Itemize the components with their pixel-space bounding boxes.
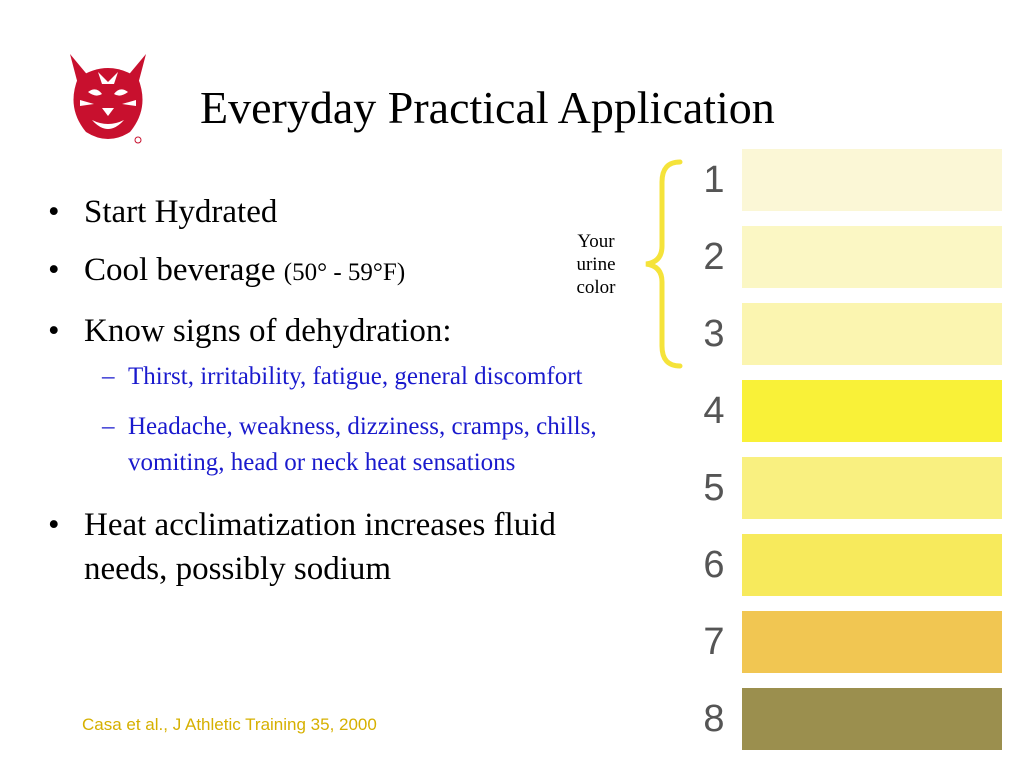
- urine-color-swatch: [742, 380, 1002, 442]
- urine-color-swatch: [742, 149, 1002, 211]
- urine-color-swatch: [742, 303, 1002, 365]
- curly-brace-icon: [636, 158, 686, 370]
- bullet-text: Start Hydrated: [84, 194, 278, 230]
- urine-level-number: 6: [703, 544, 725, 586]
- urine-level-number: 7: [703, 621, 725, 663]
- temperature-range: (50° - 59°F): [283, 259, 406, 286]
- wildcat-logo-icon: [58, 48, 158, 148]
- urine-color-chart: [690, 145, 1010, 760]
- slide-title: Everyday Practical Application: [200, 82, 775, 133]
- urine-level-number: 5: [703, 467, 725, 509]
- urine-level-number: 1: [703, 159, 725, 201]
- urine-color-swatch: [742, 534, 1002, 596]
- bullet-start-hydrated: [48, 190, 608, 234]
- bullet-dehydration-signs: [48, 309, 608, 353]
- bullet-dot-icon: •: [48, 507, 60, 543]
- urine-color-swatch: [742, 611, 1002, 673]
- sub-bullet-text: Headache, weakness, dizziness, cramps, chills, vomiting, head or neck heat sensations: [128, 413, 597, 476]
- bullet-dot-icon: •: [48, 313, 60, 349]
- bullet-text: Know signs of dehydration:: [84, 313, 452, 349]
- bullet-list: [48, 190, 608, 605]
- your-urine-color-label: [560, 230, 632, 299]
- urine-level-number: 4: [703, 390, 725, 432]
- label-line: urine: [576, 254, 616, 275]
- bullet-dot-icon: •: [48, 252, 60, 288]
- urine-color-swatch: [742, 457, 1002, 519]
- urine-color-swatch: [742, 226, 1002, 288]
- urine-level-number: 2: [703, 236, 725, 278]
- urine-level-number: 3: [703, 313, 725, 355]
- bullet-dot-icon: •: [48, 194, 60, 230]
- label-line: Your: [577, 231, 615, 252]
- bullet-text: Cool beverage: [84, 252, 276, 288]
- citation: Casa et al., J Athletic Training 35, 2000: [82, 715, 377, 734]
- urine-level-number: 8: [703, 698, 725, 740]
- sub-bullet-thirst: [48, 359, 608, 395]
- bullet-heat-acclimatization: [48, 503, 608, 591]
- bullet-text: Heat acclimatization increases fluid needs, possibly sodium: [84, 507, 556, 587]
- sub-bullet-text: Thirst, irritability, fatigue, general discomfort: [128, 363, 583, 390]
- dash-icon: –: [102, 363, 115, 390]
- urine-color-swatch: [742, 688, 1002, 750]
- dash-icon: –: [102, 413, 115, 440]
- sub-bullet-headache: [48, 409, 608, 481]
- bullet-cool-beverage: [48, 248, 608, 295]
- label-line: color: [576, 277, 616, 298]
